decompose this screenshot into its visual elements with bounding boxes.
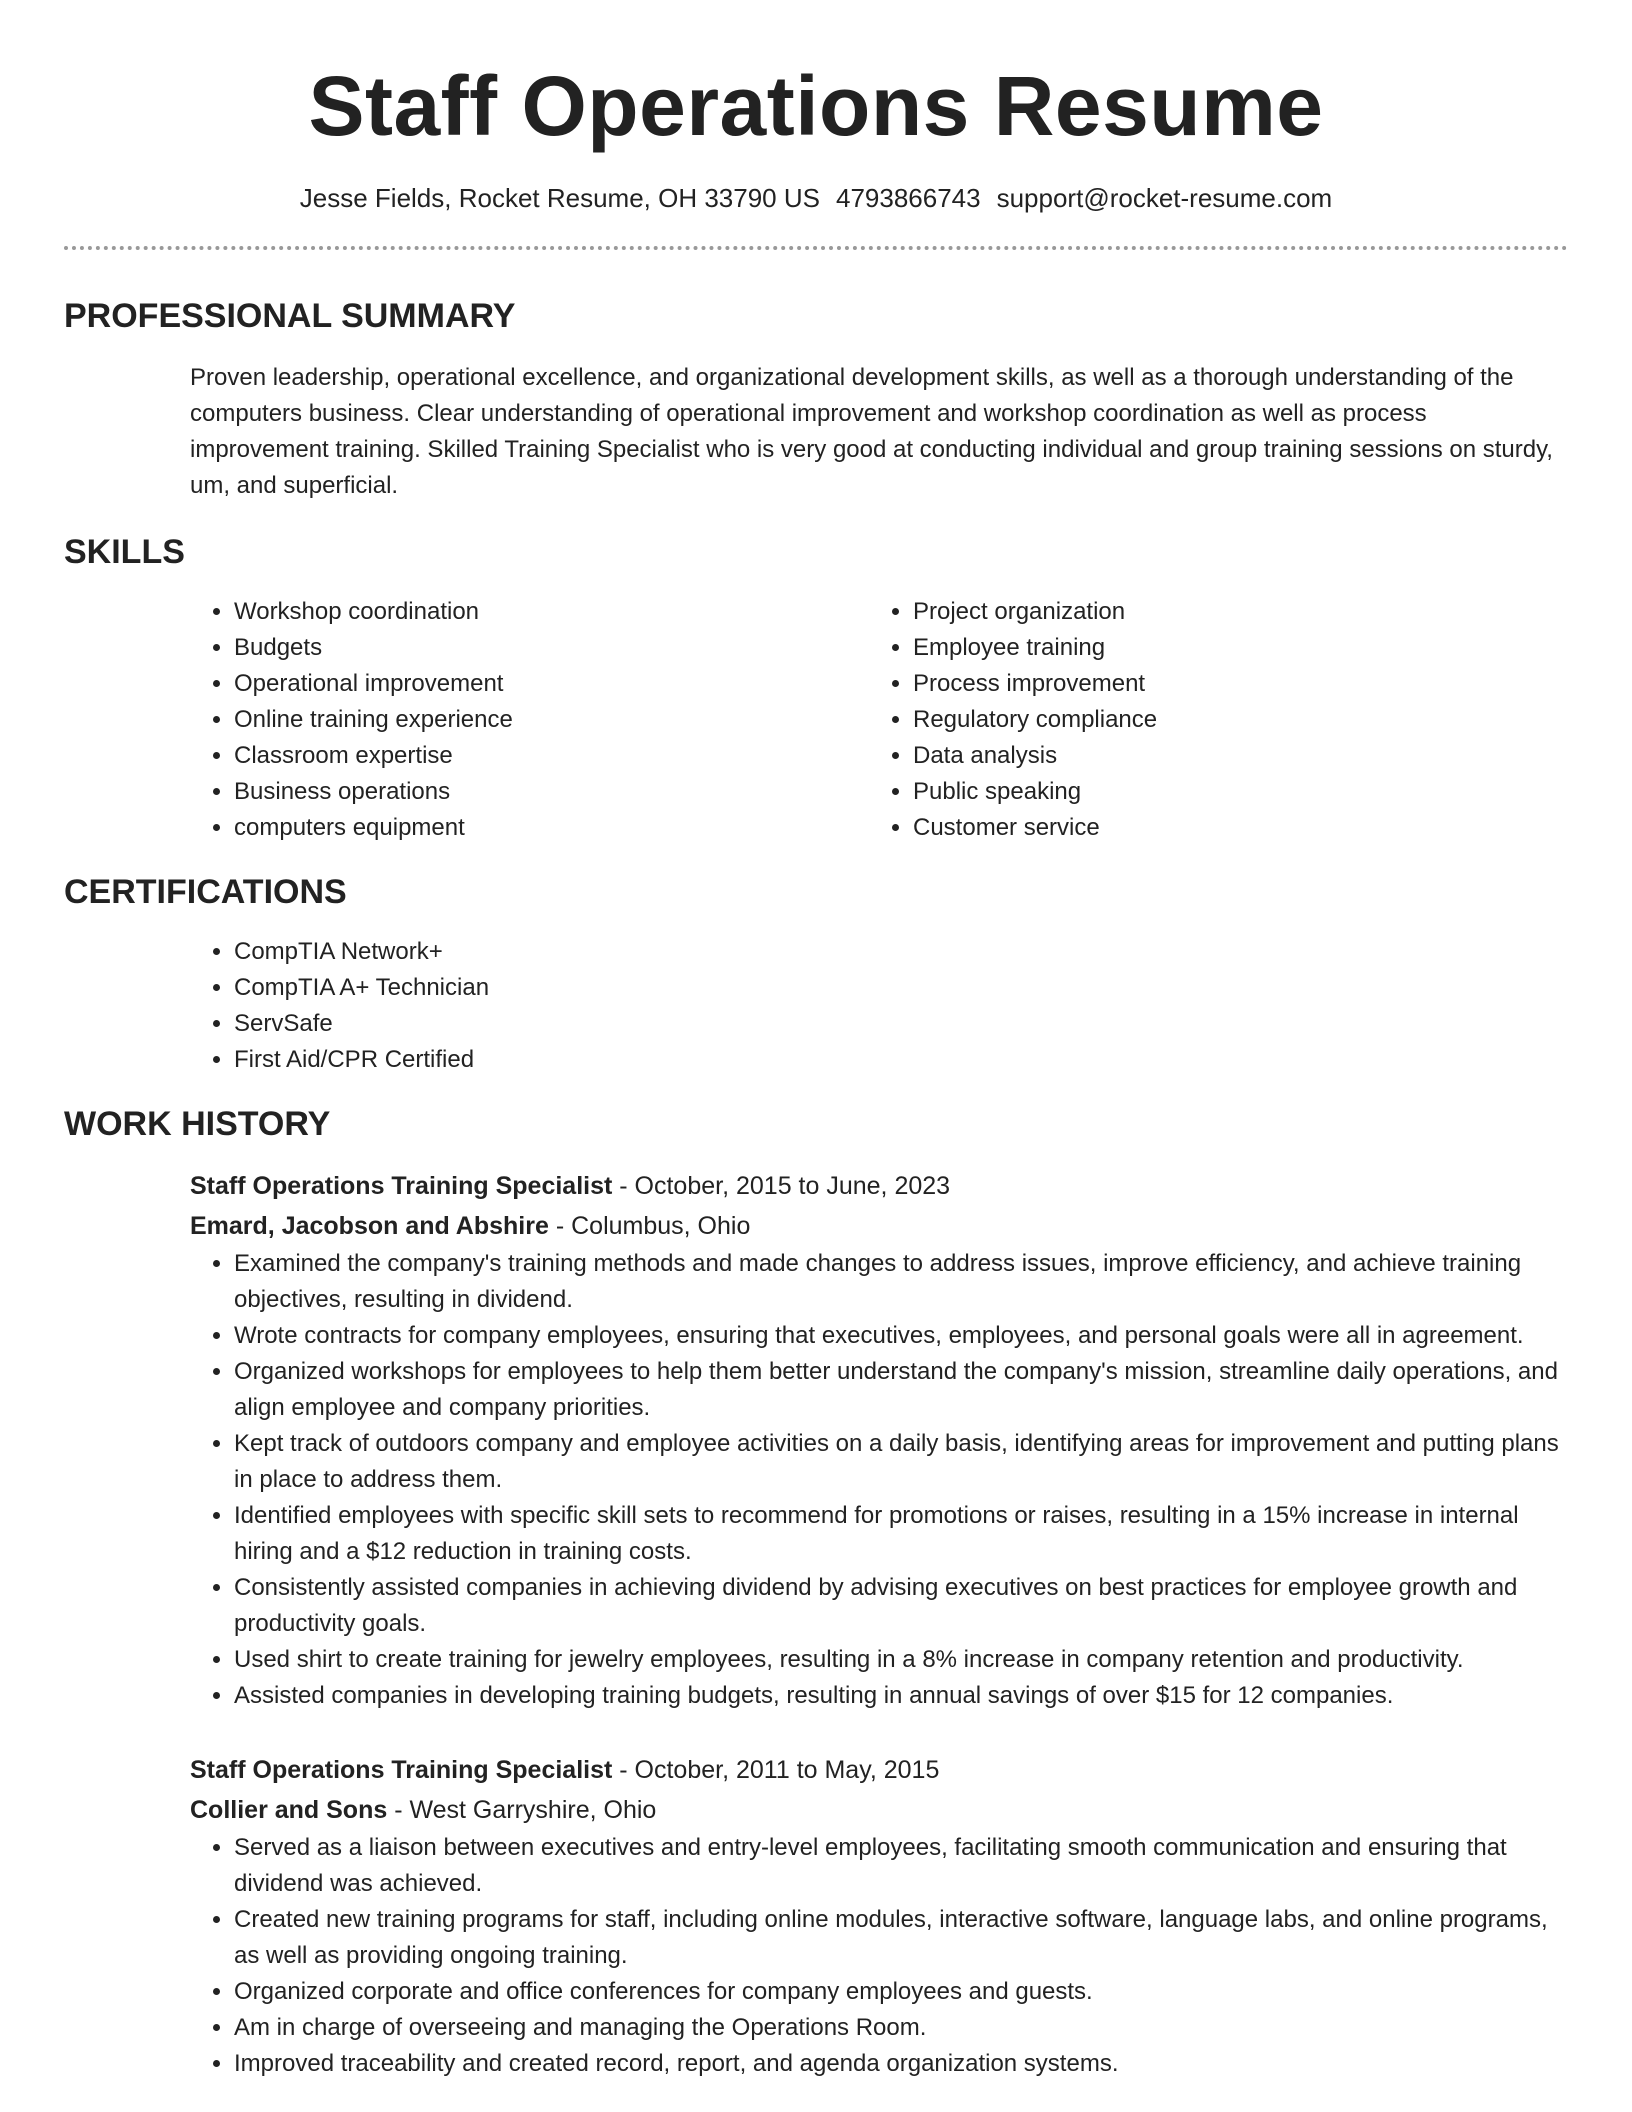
job-title: Staff Operations Training Specialist [190,1172,613,1200]
job-entry [190,1750,1568,2082]
job-bullet: • Kept track of outdoors company and employee activities on a daily basis, identifying areas for improvement and putting plans in place to address them. [234,1426,1568,1498]
section-heading-work-history: WORK HISTORY [64,1105,331,1143]
job-bullet: • Examined the company's training methods and made changes to address issues, improve efficiency, and achieve training objectives, resulting in dividend. [234,1246,1568,1318]
job-bullet: • Improved traceability and created record, report, and agenda organization systems. [234,2046,1568,2082]
job-title-line [190,1166,1568,1206]
certification-item: • CompTIA Network+ [234,934,1568,970]
job-location: - Columbus, Ohio [548,1212,751,1240]
job-bullet: • Am in charge of overseeing and managing the Operations Room. [234,2010,1568,2046]
job-bullet: • Wrote contracts for company employees, ensuring that executives, employees, and personal goals were all in agreement. [234,1318,1568,1354]
job-bullet: • Identified employees with specific skill sets to recommend for promotions or raises, resulting in a 15% increase in internal hiring and a $12 reduction in training costs. [234,1498,1568,1570]
section-heading-summary: PROFESSIONAL SUMMARY [64,297,516,335]
job-entry [190,1166,1568,1714]
certifications-bullets [190,934,1568,1078]
job-bullet: • Served as a liaison between executives and entry-level employees, facilitating smooth communication and ensuring that dividend was achieved. [234,1830,1568,1902]
skill-item: • Online training experience [234,702,869,738]
certification-item: • CompTIA A+ Technician [234,970,1568,1006]
skill-item: • Employee training [913,630,1548,666]
skill-item: • Operational improvement [234,666,869,702]
skill-item: • Customer service [913,810,1548,846]
job-bullet: • Created new training programs for staff, including online modules, interactive software, language labs, and online programs, as well as providing ongoing training. [234,1902,1568,1974]
contact-phone: 4793866743 [835,183,981,213]
contact-address: Jesse Fields, Rocket Resume, OH 33790 US [299,183,820,213]
job-bullet: • Consistently assisted companies in achieving dividend by advising executives on best practices for employee growth and productivity goals. [234,1570,1568,1642]
summary-text: Proven leadership, operational excellence, and organizational development skills, as well as a thorough understanding of the computers business. Clear understanding of operational improvement and workshop coordination as well as process improvement training. Skilled Training Specialist who is very good at conducting individual and group training sessions on sturdy, um, and superficial. [190,364,1553,499]
certification-item: • ServSafe [234,1006,1568,1042]
job-bullet: • Assisted companies in developing training budgets, resulting in annual savings of over $15 for 12 companies. [234,1678,1568,1714]
job-title-line [190,1750,1568,1790]
skills-right-list [869,594,1548,846]
contact-line [64,182,1568,214]
job-company: Collier and Sons [190,1796,388,1824]
section-heading-certifications: CERTIFICATIONS [64,873,347,911]
resume-page [64,0,1568,2082]
skill-item: • computers equipment [234,810,869,846]
job-title: Staff Operations Training Specialist [190,1756,613,1784]
header-divider [64,246,1568,250]
skill-item: • Classroom expertise [234,738,869,774]
job-company-line [190,1206,1568,1246]
skill-item: • Regulatory compliance [913,702,1548,738]
skill-item: • Public speaking [913,774,1548,810]
skills-left-list [190,594,869,846]
contact-email: support@rocket-resume.com [996,183,1333,213]
job-company: Emard, Jacobson and Abshire [190,1212,549,1240]
job-bullet: • Used shirt to create training for jewelry employees, resulting in a 8% increase in company retention and productivity. [234,1642,1568,1678]
job-dates: - October, 2011 to May, 2015 [612,1756,940,1784]
skill-item: • Project organization [913,594,1548,630]
job-company-line [190,1790,1568,1830]
job-bullet: • Organized workshops for employees to help them better understand the company's mission, streamline daily operations, and align employee and company priorities. [234,1354,1568,1426]
skill-item: • Business operations [234,774,869,810]
skill-item: • Process improvement [913,666,1548,702]
certifications-list [190,934,1568,1078]
section-heading-skills: SKILLS [64,533,185,571]
skill-item: • Data analysis [913,738,1548,774]
skills-column-right [869,594,1548,846]
job-bullets [190,1246,1568,1714]
resume-title: Staff Operations Resume [308,59,1324,153]
job-bullets [190,1830,1568,2082]
skills-column-left [190,594,869,846]
certification-item: • First Aid/CPR Certified [234,1042,1568,1078]
job-dates: - October, 2015 to June, 2023 [612,1172,951,1200]
skill-item: • Budgets [234,630,869,666]
skill-item: • Workshop coordination [234,594,869,630]
job-location: - West Garryshire, Ohio [387,1796,657,1824]
skills-list [190,594,1568,846]
job-bullet: • Organized corporate and office conferences for company employees and guests. [234,1974,1568,2010]
